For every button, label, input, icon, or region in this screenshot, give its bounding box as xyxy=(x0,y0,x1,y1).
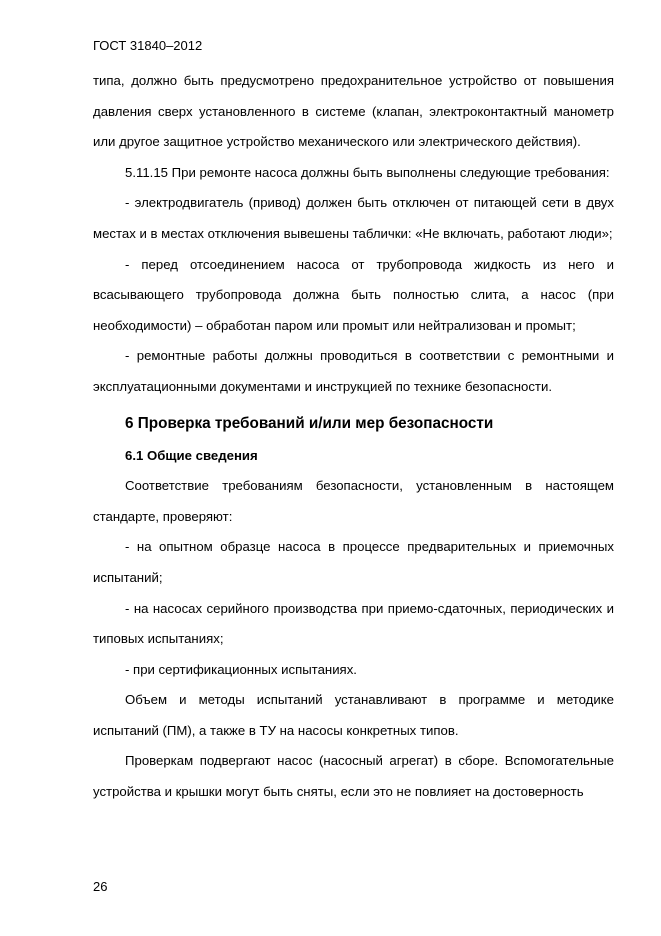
document-body xyxy=(93,66,614,808)
paragraph-test-scope: Объем и методы испытаний устанавливают в программе и методике испытаний (ПМ), а также в ТУ на насосы конкретных типов. xyxy=(93,692,614,738)
paragraph-compliance: Соответствие требованиям безопасности, установленным в настоящем стандарте, проверяют: xyxy=(93,478,614,524)
list-item-motor-disconnect: - электродвигатель (привод) должен быть отключен от питающей сети в двух местах и в местах отключения вывешены таблички: «Не включать, работают люди»; xyxy=(93,195,614,241)
list-item-prototype-tests: - на опытном образце насоса в процессе предварительных и приемочных испытаний; xyxy=(93,539,614,585)
section-heading: 6 Проверка требований и/или мер безопасности xyxy=(125,414,494,432)
list-item-repair-docs: - ремонтные работы должны проводиться в соответствии с ремонтными и эксплуатационными документами и инструкцией по технике безопасности. xyxy=(93,348,614,394)
page-number: 26 xyxy=(93,879,108,894)
paragraph-clause-5-11-15: 5.11.15 При ремонте насоса должны быть выполнены следующие требования: xyxy=(125,164,610,180)
list-item-drain-pump: - перед отсоединением насоса от трубопровода жидкость из него и всасывающего трубопровода должна быть полностью слита, а насос (при необходимости) – обработан паром или промыт или нейтрализован и промыт; xyxy=(93,256,614,333)
list-item-certification-tests: - при сертификационных испытаниях. xyxy=(125,661,357,677)
document-header: ГОСТ 31840–2012 xyxy=(93,38,203,53)
paragraph-assembly-checks: Проверкам подвергают насос (насосный агрегат) в сборе. Вспомогательные устройства и крышки могут быть сняты, если это не повлияет на достоверность xyxy=(93,753,614,800)
paragraph-continuation: типа, должно быть предусмотрено предохранительное устройство от повышения давления сверх установленного в системе (клапан, электроконтактный манометр или другое защитное устройство механического или электрического действия). xyxy=(93,73,614,150)
list-item-serial-tests: - на насосах серийного производства при приемо-сдаточных, периодических и типовых испытаниях; xyxy=(93,600,614,647)
subsection-heading: 6.1 Общие сведения xyxy=(125,447,258,463)
